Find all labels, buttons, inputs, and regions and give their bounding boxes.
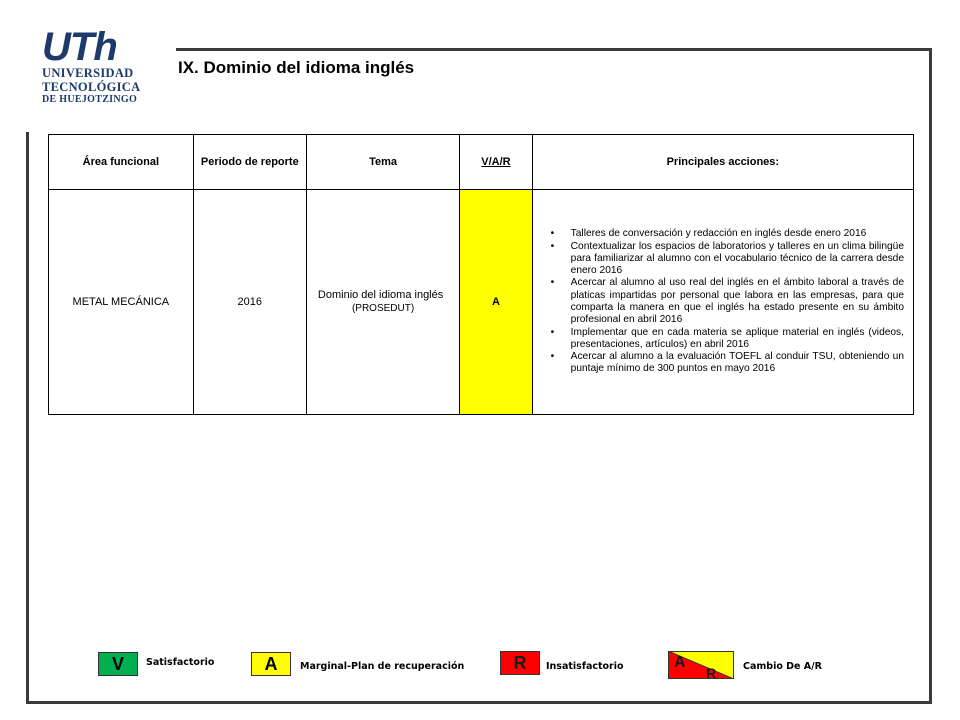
university-logo [38, 26, 142, 106]
legend-ar-label: Cambio De A/R [743, 661, 822, 672]
legend-ar-letter-r: R [706, 665, 717, 679]
legend-v-label: Satisfactorio [146, 657, 215, 668]
action-item-5: • Acercar al alumno a la evaluación TOEFL al conduir TSU, obteniendo un puntaje mínimo de 300 puntos en mayo 2016 [571, 351, 904, 376]
tema-text: Dominio del idioma inglés [317, 289, 444, 301]
header-var [460, 135, 532, 190]
logo-line-2: TECNOLÓGICA [42, 80, 141, 94]
legend-r-swatch: R [500, 651, 540, 675]
cell-var-status: A [460, 190, 532, 415]
table-row [49, 190, 914, 415]
cell-actions [532, 190, 913, 415]
legend-ar-swatch [668, 651, 734, 679]
action-item-3: • Acercar al alumno al uso real del inglés en el ámbito laboral a través de platicas impartidas por personal que labora en las empresas, para que comparta la manera en que el inglés ha estado presente en su ámbito profesional en abril 2016 [571, 277, 904, 326]
logo-line-1: UNIVERSIDAD [42, 66, 134, 80]
actions-list [534, 228, 912, 376]
uth-logo-mark [40, 26, 140, 66]
report-table [48, 134, 914, 415]
page-title: IX. Dominio del idioma inglés [178, 58, 415, 77]
frame-top-rule [176, 48, 932, 51]
cell-period: 2016 [193, 190, 306, 415]
header-actions: Principales acciones: [532, 135, 913, 190]
legend-v-swatch: V [98, 652, 138, 676]
header-period: Periodo de reporte [193, 135, 306, 190]
frame-right-rule [929, 48, 932, 704]
action-item-1: • Talleres de conversación y redacción en inglés desde enero 2016 [571, 228, 904, 240]
legend-ar-letter-a: A [674, 654, 686, 671]
cell-tema [306, 190, 459, 415]
legend-a-swatch: A [251, 652, 291, 676]
table-header-row [49, 135, 914, 190]
legend-r-label: Insatisfactorio [546, 661, 624, 672]
tema-subtext: (PROSEDUT) [351, 303, 415, 314]
action-item-2: • Contextualizar los espacios de laboratorios y talleres en un clima bilingüe para familiarizar al alumno con el vocabulario técnico de la carrera desde enero 2016 [571, 241, 904, 278]
legend-a-label: Marginal-Plan de recuperación [300, 661, 465, 672]
frame-bottom-rule [26, 701, 932, 704]
header-tema: Tema [306, 135, 459, 190]
frame-left-rule [26, 132, 29, 704]
logo-mark-text: UTh [42, 26, 117, 66]
cell-area: METAL MECÁNICA [49, 190, 194, 415]
header-var-label: V/A/R [481, 156, 511, 168]
header-area: Área funcional [49, 135, 194, 190]
action-item-4: • Implementar que en cada materia se aplique material en inglés (videos, presentaciones, artículos) en abril 2016 [571, 327, 904, 352]
logo-line-3: DE HUEJOTZINGO [42, 94, 138, 105]
